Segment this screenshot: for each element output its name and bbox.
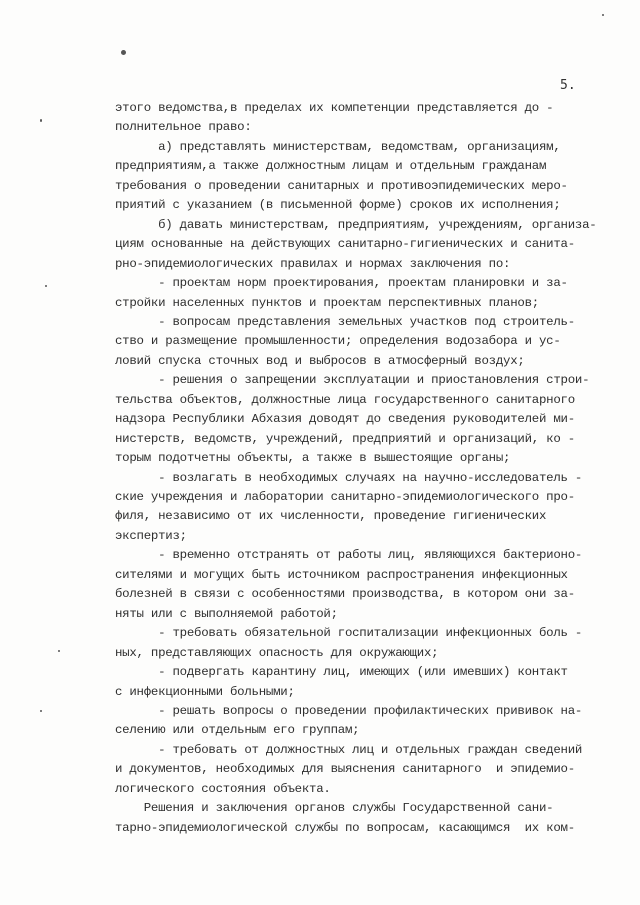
- text-line: логического состояния объекта.: [115, 781, 331, 796]
- text-line: циям основанные на действующих санитарно-гигиенических и санита-: [115, 237, 575, 252]
- text-line: болезней в связи с особенностями производства, в котором они за-: [115, 587, 575, 602]
- text-line: тельства объектов, должностные лица государственного санитарного: [115, 392, 575, 407]
- text-line: - временно отстранять от работы лиц, являющихся бактерионо-: [115, 548, 583, 563]
- text-line: филя, независимо от их численности, проведение гигиенических: [115, 509, 547, 524]
- text-line: - решения о запрещении эксплуатации и приостановления строи-: [115, 373, 590, 388]
- text-line: полнительное право:: [115, 120, 252, 135]
- text-line: приятий с указанием (в письменной форме) сроков их исполнения;: [115, 198, 561, 213]
- text-line: Решения и заключения органов службы Государственной сани-: [115, 801, 554, 816]
- text-line: торым подотчетны объекты, а также в вышестоящие органы;: [115, 451, 511, 466]
- text-line: надзора Республики Абхазия доводят до сведения руководителей ми-: [115, 412, 575, 427]
- text-line: - решать вопросы о проведении профилактических прививок на-: [115, 703, 583, 718]
- text-line: тарно-эпидемиологической службы по вопросам, касающимся их ком-: [115, 820, 575, 835]
- text-line: рно-эпидемиологических правилах и нормах заключения по:: [115, 256, 511, 271]
- text-line: - требовать обязательной госпитализации инфекционных боль -: [115, 626, 583, 641]
- text-line: требования о проведении санитарных и противоэпидемических меро-: [115, 178, 568, 193]
- text-line: б) давать министерствам, предприятиям, учреждениям, организа-: [115, 217, 597, 232]
- text-line: ловий спуска сточных вод и выбросов в атмосферный воздух;: [115, 353, 525, 368]
- text-line: - вопросам представления земельных участков под строитель-: [115, 314, 575, 329]
- scan-speck: [121, 50, 126, 55]
- text-line: этого ведомства,в пределах их компетенции представляется до -: [115, 101, 554, 115]
- text-line: - возлагать в необходимых случаях на научно-исследователь -: [115, 470, 583, 485]
- text-line: нистерств, ведомств, учреждений, предприятий и организаций, ко -: [115, 431, 575, 446]
- text-line: - требовать от должностных лиц и отдельных граждан сведений: [115, 742, 583, 757]
- text-line: предприятиям,а также должностным лицам и отдельным гражданам: [115, 159, 547, 174]
- text-line: селению или отдельным его группам;: [115, 723, 360, 738]
- scan-speck: [602, 14, 604, 16]
- scan-speck: [40, 119, 42, 122]
- text-line: стройки населенных пунктов и проектам перспективных планов;: [115, 295, 539, 310]
- text-line: - проектам норм проектирования, проектам планировки и за-: [115, 276, 568, 291]
- text-line: няты или с выполняемой работой;: [115, 606, 338, 621]
- text-line: - подвергать карантину лиц, имеющих (или имевших) контакт: [115, 665, 568, 680]
- text-line: и документов, необходимых для выяснения санитарного и эпидемио-: [115, 762, 575, 777]
- text-line: с инфекционными больными;: [115, 684, 295, 699]
- text-line: сителями и могущих быть источником распространения инфекционных: [115, 567, 568, 582]
- page-number: 5.: [560, 78, 576, 93]
- scan-speck: [40, 710, 42, 712]
- scan-speck: [45, 285, 47, 287]
- text-line: ство и размещение промышленности; определения водозабора и ус-: [115, 334, 561, 349]
- text-line: ных, представляющих опасность для окружающих;: [115, 645, 439, 660]
- text-line: ские учреждения и лаборатории санитарно-эпидемиологического про-: [115, 490, 575, 504]
- scan-speck: [58, 650, 60, 652]
- text-line: экспертиз;: [115, 528, 187, 543]
- text-line: а) представлять министерствам, ведомствам, организациям,: [115, 139, 561, 154]
